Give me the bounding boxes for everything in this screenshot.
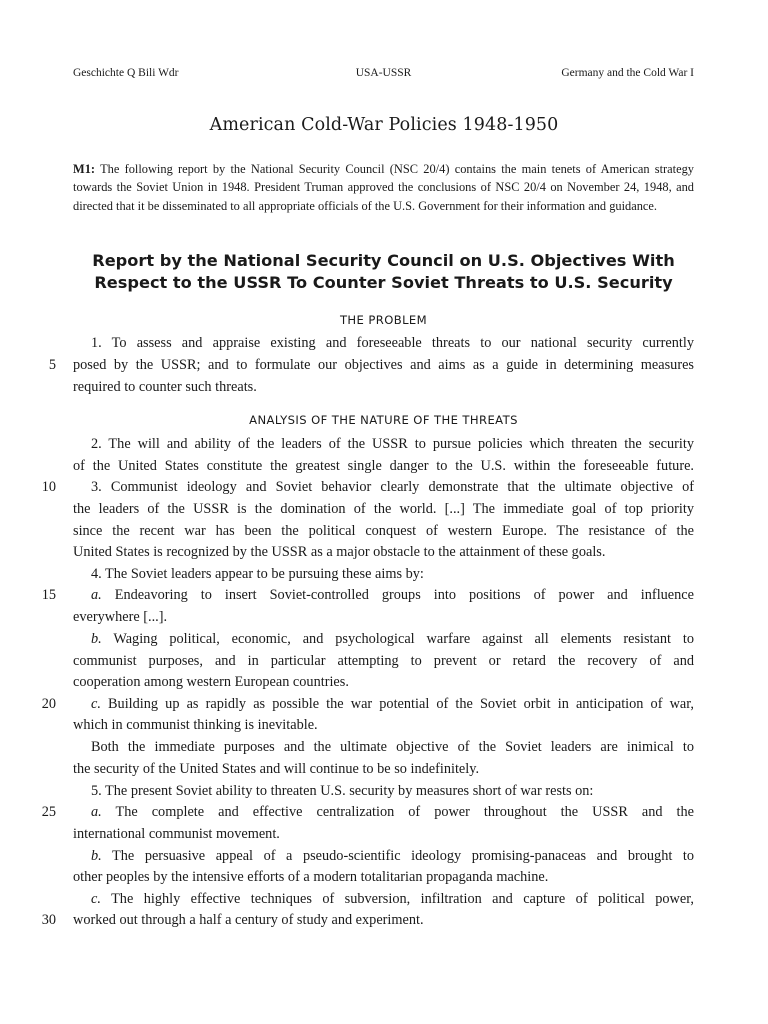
header-left: Geschichte Q Bili Wdr bbox=[73, 67, 179, 79]
intro-label: M1: bbox=[73, 162, 96, 176]
text-line: which in communist thinking is inevitable. bbox=[73, 717, 318, 733]
intro-text: The following report by the National Security Council (NSC 20/4) contains the main tenets of American strategy towards the Soviet Union in 1948. President Truman approved the conclusions of NSC 20/4 on November 24, 1948, and directed that it be disseminated to all appropriate officials of the U.S. Government for their information and guidance. bbox=[73, 162, 695, 213]
line-number: 15 bbox=[41, 587, 56, 603]
text-line: 3. Communist ideology and Soviet behavior clearly demonstrate that the ultimate objective of bbox=[91, 479, 694, 495]
line-number: 10 bbox=[41, 479, 56, 495]
page-header bbox=[73, 67, 694, 83]
text-line: 2. The will and ability of the leaders of the USSR to pursue policies which threaten the security bbox=[91, 436, 694, 452]
text-line: communist purposes, and in particular attempting to prevent or retard the recovery of and bbox=[73, 653, 694, 669]
text-line: everywhere [...]. bbox=[73, 609, 168, 625]
text-line: b. Waging political, economic, and psychological warfare against all elements resistant to bbox=[91, 631, 694, 647]
text-line: international communist movement. bbox=[73, 826, 280, 842]
page-title: American Cold-War Policies 1948-1950 bbox=[209, 115, 559, 135]
text-line: 1. To assess and appraise existing and foreseeable threats to our national security currently bbox=[91, 335, 694, 351]
text-line: since the recent war has been the political conquest of western Europe. The resistance of the bbox=[73, 523, 694, 539]
section-heading-analysis: ANALYSIS OF THE NATURE OF THE THREATS bbox=[249, 413, 518, 427]
text-line: a. Endeavoring to insert Soviet-controlled groups into positions of power and influence bbox=[91, 587, 694, 603]
line-number: 5 bbox=[48, 357, 56, 373]
text-line: 4. The Soviet leaders appear to be pursuing these aims by: bbox=[91, 566, 424, 582]
text-line: 5. The present Soviet ability to threaten U.S. security by measures short of war rests on: bbox=[91, 783, 594, 799]
text-line: a. The complete and effective centralization of power throughout the USSR and the bbox=[91, 804, 694, 820]
section-heading-problem: THE PROBLEM bbox=[339, 313, 428, 327]
text-line: the security of the United States and will continue to be so indefinitely. bbox=[73, 761, 480, 777]
text-line: other peoples by the intensive efforts of a modern totalitarian propaganda machine. bbox=[73, 869, 549, 885]
intro-paragraph bbox=[73, 160, 694, 215]
text-line: United States is recognized by the USSR as a major obstacle to the attainment of these goals. bbox=[73, 544, 606, 560]
text-line: posed by the USSR; and to formulate our objectives and aims as a guide in determining measures bbox=[73, 357, 694, 373]
text-line: required to counter such threats. bbox=[73, 379, 257, 395]
text-line: the leaders of the USSR is the domination of the world. [...] The immediate goal of top priority bbox=[73, 501, 694, 517]
line-number: 30 bbox=[41, 912, 56, 928]
text-line: c. Building up as rapidly as possible the war potential of the Soviet orbit in anticipation of war, bbox=[91, 696, 694, 712]
line-number: 20 bbox=[41, 696, 56, 712]
report-title: Report by the National Security Council on U.S. Objectives With Respect to the USSR To Counter Soviet Threats to U.S. Security bbox=[92, 251, 675, 292]
header-right: Germany and the Cold War I bbox=[561, 67, 694, 79]
header-center: USA-USSR bbox=[355, 67, 412, 79]
text-line: of the United States constitute the greatest single danger to the U.S. within the foreseeable future. bbox=[73, 458, 694, 474]
line-number: 25 bbox=[41, 804, 56, 820]
text-line: b. The persuasive appeal of a pseudo-scientific ideology promising-panaceas and brought to bbox=[91, 848, 694, 864]
text-line: Both the immediate purposes and the ultimate objective of the Soviet leaders are inimical to bbox=[91, 739, 694, 755]
text-line: worked out through a half a century of study and experiment. bbox=[73, 912, 424, 928]
text-line: cooperation among western European countries. bbox=[73, 674, 349, 690]
text-line: c. The highly effective techniques of subversion, infiltration and capture of political power, bbox=[91, 891, 694, 907]
